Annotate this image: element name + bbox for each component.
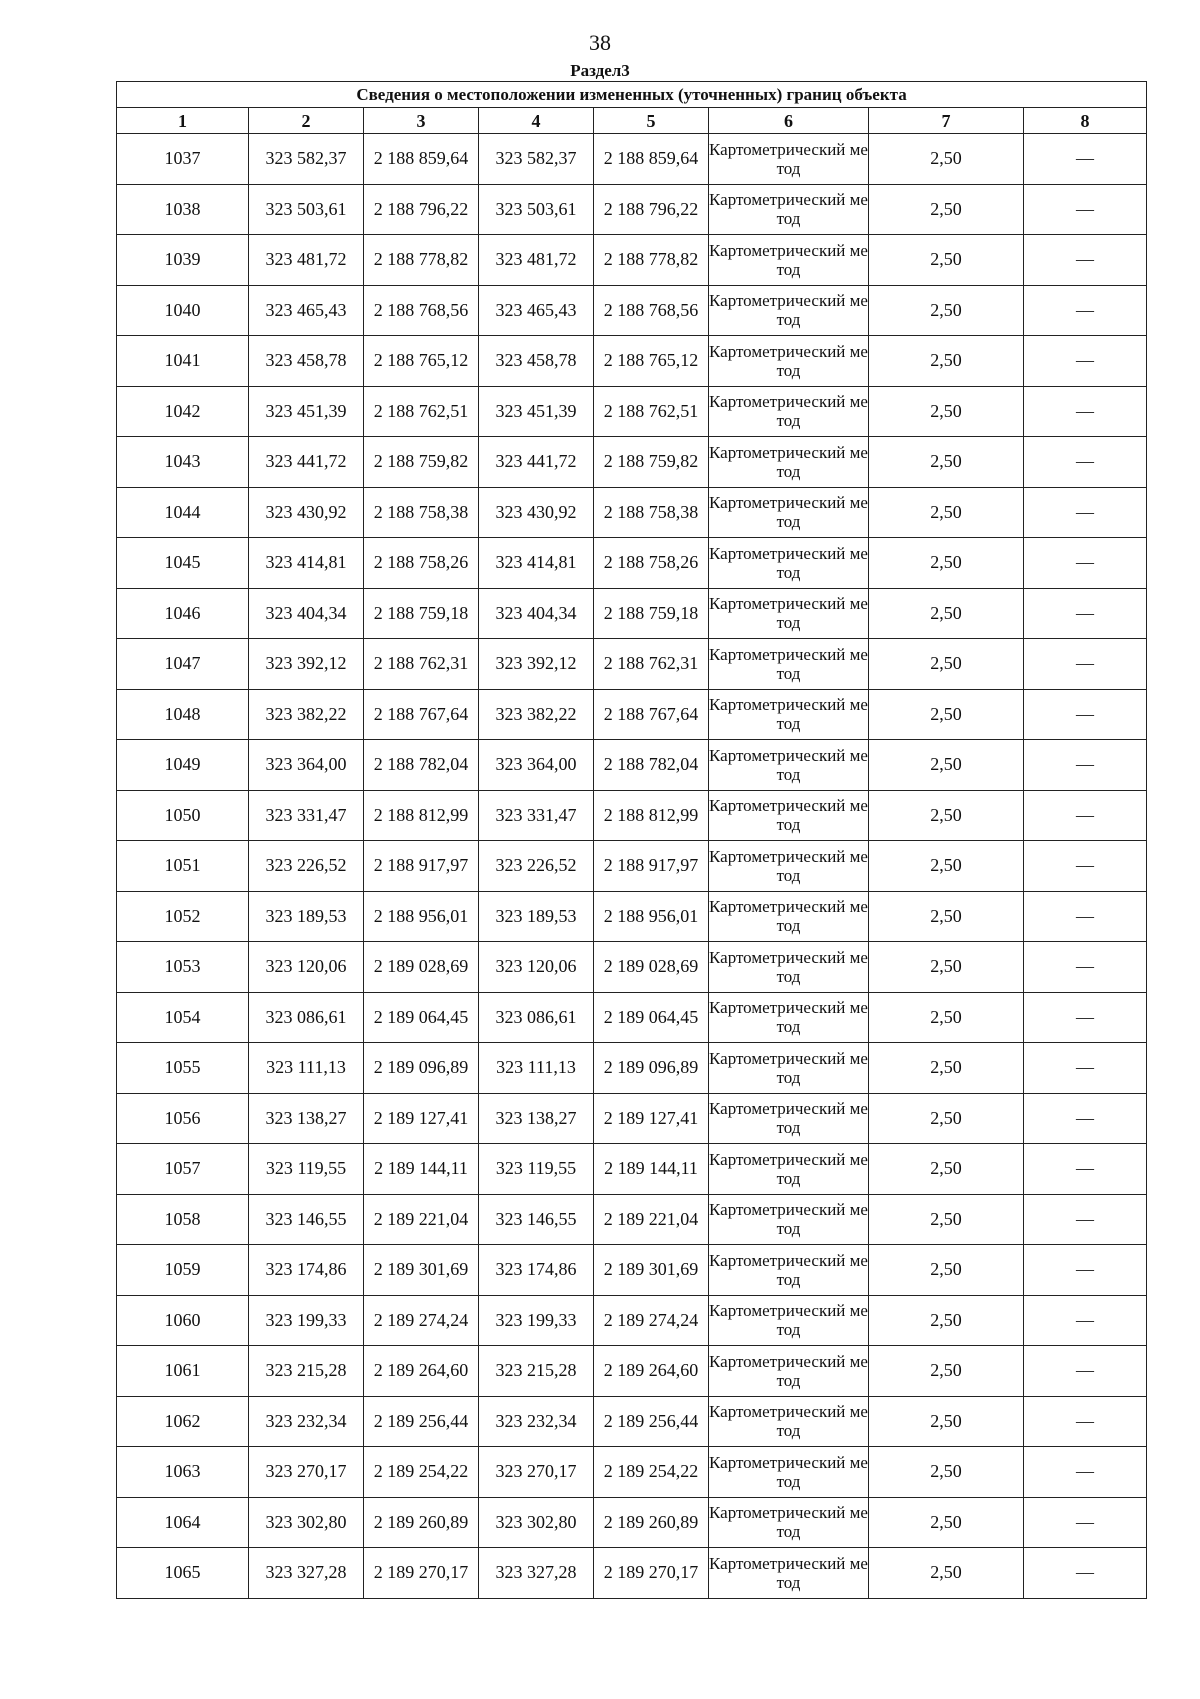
page-number: 38 [589, 30, 611, 55]
y-coordinate-existing-cell: 2 188 812,99 [364, 790, 479, 841]
y-coordinate-existing-cell: 2 189 028,69 [364, 942, 479, 993]
x-coordinate-new-cell: 323 146,55 [479, 1194, 594, 1245]
y-coordinate-existing-cell: 2 189 096,89 [364, 1043, 479, 1094]
accuracy-cell: 2,50 [869, 134, 1024, 185]
table-row [117, 285, 1147, 336]
x-coordinate-existing-cell: 323 174,86 [249, 1245, 364, 1296]
y-coordinate-existing-cell: 2 189 127,41 [364, 1093, 479, 1144]
point-number-cell: 1060 [117, 1295, 249, 1346]
y-coordinate-new-cell: 2 189 127,41 [594, 1093, 709, 1144]
x-coordinate-new-cell: 323 430,92 [479, 487, 594, 538]
x-coordinate-new-cell: 323 451,39 [479, 386, 594, 437]
note-cell: — [1024, 134, 1147, 185]
point-number-cell: 1064 [117, 1497, 249, 1548]
x-coordinate-existing-cell: 323 189,53 [249, 891, 364, 942]
x-coordinate-existing-cell: 323 215,28 [249, 1346, 364, 1397]
y-coordinate-existing-cell: 2 188 759,18 [364, 588, 479, 639]
column-number-row [117, 108, 1147, 134]
method-cell: Картометрический метод [709, 336, 869, 387]
method-cell: Картометрический метод [709, 1295, 869, 1346]
accuracy-cell: 2,50 [869, 437, 1024, 488]
x-coordinate-existing-cell: 323 481,72 [249, 235, 364, 286]
x-coordinate-new-cell: 323 302,80 [479, 1497, 594, 1548]
y-coordinate-new-cell: 2 188 759,18 [594, 588, 709, 639]
method-cell: Картометрический метод [709, 639, 869, 690]
y-coordinate-existing-cell: 2 189 264,60 [364, 1346, 479, 1397]
x-coordinate-new-cell: 323 120,06 [479, 942, 594, 993]
method-cell: Картометрический метод [709, 689, 869, 740]
method-cell: Картометрический метод [709, 487, 869, 538]
y-coordinate-new-cell: 2 188 759,82 [594, 437, 709, 488]
y-coordinate-existing-cell: 2 188 859,64 [364, 134, 479, 185]
y-coordinate-existing-cell: 2 188 758,26 [364, 538, 479, 589]
point-number-cell: 1037 [117, 134, 249, 185]
note-cell: — [1024, 1043, 1147, 1094]
point-number-cell: 1063 [117, 1447, 249, 1498]
x-coordinate-existing-cell: 323 430,92 [249, 487, 364, 538]
accuracy-cell: 2,50 [869, 588, 1024, 639]
y-coordinate-existing-cell: 2 188 759,82 [364, 437, 479, 488]
note-cell: — [1024, 437, 1147, 488]
x-coordinate-new-cell: 323 138,27 [479, 1093, 594, 1144]
x-coordinate-new-cell: 323 503,61 [479, 184, 594, 235]
point-number-cell: 1051 [117, 841, 249, 892]
y-coordinate-new-cell: 2 188 956,01 [594, 891, 709, 942]
x-coordinate-existing-cell: 323 382,22 [249, 689, 364, 740]
note-cell: — [1024, 942, 1147, 993]
coordinates-table [116, 81, 1147, 1599]
x-coordinate-new-cell: 323 215,28 [479, 1346, 594, 1397]
y-coordinate-existing-cell: 2 188 762,51 [364, 386, 479, 437]
accuracy-cell: 2,50 [869, 1548, 1024, 1599]
x-coordinate-existing-cell: 323 331,47 [249, 790, 364, 841]
column-number: 5 [594, 108, 709, 134]
x-coordinate-existing-cell: 323 458,78 [249, 336, 364, 387]
y-coordinate-existing-cell: 2 188 796,22 [364, 184, 479, 235]
y-coordinate-existing-cell: 2 189 221,04 [364, 1194, 479, 1245]
note-cell: — [1024, 1295, 1147, 1346]
accuracy-cell: 2,50 [869, 992, 1024, 1043]
y-coordinate-new-cell: 2 188 758,38 [594, 487, 709, 538]
x-coordinate-existing-cell: 323 327,28 [249, 1548, 364, 1599]
table-row [117, 1548, 1147, 1599]
column-number: 1 [117, 108, 249, 134]
table-row [117, 992, 1147, 1043]
accuracy-cell: 2,50 [869, 740, 1024, 791]
method-cell: Картометрический метод [709, 1497, 869, 1548]
method-cell: Картометрический метод [709, 538, 869, 589]
y-coordinate-existing-cell: 2 188 758,38 [364, 487, 479, 538]
note-cell: — [1024, 1396, 1147, 1447]
x-coordinate-existing-cell: 323 582,37 [249, 134, 364, 185]
accuracy-cell: 2,50 [869, 1144, 1024, 1195]
accuracy-cell: 2,50 [869, 1093, 1024, 1144]
accuracy-cell: 2,50 [869, 1043, 1024, 1094]
y-coordinate-new-cell: 2 189 301,69 [594, 1245, 709, 1296]
accuracy-cell: 2,50 [869, 1295, 1024, 1346]
table-title-row [117, 82, 1147, 108]
y-coordinate-existing-cell: 2 189 274,24 [364, 1295, 479, 1346]
x-coordinate-existing-cell: 323 404,34 [249, 588, 364, 639]
x-coordinate-new-cell: 323 111,13 [479, 1043, 594, 1094]
y-coordinate-new-cell: 2 188 859,64 [594, 134, 709, 185]
accuracy-cell: 2,50 [869, 184, 1024, 235]
method-cell: Картометрический метод [709, 790, 869, 841]
table-row [117, 1093, 1147, 1144]
note-cell: — [1024, 992, 1147, 1043]
x-coordinate-new-cell: 323 458,78 [479, 336, 594, 387]
accuracy-cell: 2,50 [869, 790, 1024, 841]
method-cell: Картометрический метод [709, 1245, 869, 1296]
y-coordinate-new-cell: 2 189 144,11 [594, 1144, 709, 1195]
y-coordinate-existing-cell: 2 189 256,44 [364, 1396, 479, 1447]
point-number-cell: 1043 [117, 437, 249, 488]
point-number-cell: 1065 [117, 1548, 249, 1599]
x-coordinate-new-cell: 323 582,37 [479, 134, 594, 185]
method-cell: Картометрический метод [709, 184, 869, 235]
accuracy-cell: 2,50 [869, 689, 1024, 740]
y-coordinate-existing-cell: 2 188 782,04 [364, 740, 479, 791]
method-cell: Картометрический метод [709, 588, 869, 639]
point-number-cell: 1047 [117, 639, 249, 690]
table-row [117, 1396, 1147, 1447]
point-number-cell: 1062 [117, 1396, 249, 1447]
accuracy-cell: 2,50 [869, 386, 1024, 437]
method-cell: Картометрический метод [709, 1447, 869, 1498]
table-body [117, 82, 1147, 1599]
y-coordinate-new-cell: 2 189 264,60 [594, 1346, 709, 1397]
y-coordinate-new-cell: 2 188 758,26 [594, 538, 709, 589]
column-number: 4 [479, 108, 594, 134]
method-cell: Картометрический метод [709, 285, 869, 336]
accuracy-cell: 2,50 [869, 538, 1024, 589]
column-number: 8 [1024, 108, 1147, 134]
table-row [117, 1245, 1147, 1296]
y-coordinate-new-cell: 2 189 096,89 [594, 1043, 709, 1094]
y-coordinate-existing-cell: 2 189 064,45 [364, 992, 479, 1043]
y-coordinate-new-cell: 2 189 270,17 [594, 1548, 709, 1599]
table-row [117, 235, 1147, 286]
note-cell: — [1024, 841, 1147, 892]
column-number: 3 [364, 108, 479, 134]
y-coordinate-new-cell: 2 189 254,22 [594, 1447, 709, 1498]
y-coordinate-new-cell: 2 189 256,44 [594, 1396, 709, 1447]
table-row [117, 336, 1147, 387]
method-cell: Картометрический метод [709, 1396, 869, 1447]
point-number-cell: 1044 [117, 487, 249, 538]
accuracy-cell: 2,50 [869, 1245, 1024, 1296]
x-coordinate-existing-cell: 323 451,39 [249, 386, 364, 437]
table-row [117, 1295, 1147, 1346]
x-coordinate-existing-cell: 323 086,61 [249, 992, 364, 1043]
note-cell: — [1024, 538, 1147, 589]
method-cell: Картометрический метод [709, 235, 869, 286]
x-coordinate-existing-cell: 323 138,27 [249, 1093, 364, 1144]
table-row [117, 437, 1147, 488]
point-number-cell: 1057 [117, 1144, 249, 1195]
note-cell: — [1024, 1144, 1147, 1195]
y-coordinate-existing-cell: 2 189 301,69 [364, 1245, 479, 1296]
x-coordinate-new-cell: 323 441,72 [479, 437, 594, 488]
point-number-cell: 1039 [117, 235, 249, 286]
x-coordinate-new-cell: 323 481,72 [479, 235, 594, 286]
note-cell: — [1024, 891, 1147, 942]
column-number: 7 [869, 108, 1024, 134]
method-cell: Картометрический метод [709, 942, 869, 993]
table-row [117, 1144, 1147, 1195]
note-cell: — [1024, 1497, 1147, 1548]
note-cell: — [1024, 1245, 1147, 1296]
note-cell: — [1024, 740, 1147, 791]
point-number-cell: 1046 [117, 588, 249, 639]
method-cell: Картометрический метод [709, 134, 869, 185]
x-coordinate-existing-cell: 323 503,61 [249, 184, 364, 235]
table-row [117, 538, 1147, 589]
y-coordinate-existing-cell: 2 188 778,82 [364, 235, 479, 286]
table-row [117, 184, 1147, 235]
y-coordinate-new-cell: 2 188 762,51 [594, 386, 709, 437]
point-number-cell: 1038 [117, 184, 249, 235]
method-cell: Картометрический метод [709, 992, 869, 1043]
y-coordinate-new-cell: 2 188 762,31 [594, 639, 709, 690]
x-coordinate-existing-cell: 323 111,13 [249, 1043, 364, 1094]
x-coordinate-existing-cell: 323 441,72 [249, 437, 364, 488]
method-cell: Картометрический метод [709, 891, 869, 942]
point-number-cell: 1055 [117, 1043, 249, 1094]
y-coordinate-new-cell: 2 188 778,82 [594, 235, 709, 286]
x-coordinate-existing-cell: 323 302,80 [249, 1497, 364, 1548]
note-cell: — [1024, 487, 1147, 538]
column-number: 6 [709, 108, 869, 134]
x-coordinate-new-cell: 323 382,22 [479, 689, 594, 740]
note-cell: — [1024, 1346, 1147, 1397]
method-cell: Картометрический метод [709, 437, 869, 488]
y-coordinate-new-cell: 2 189 028,69 [594, 942, 709, 993]
x-coordinate-new-cell: 323 364,00 [479, 740, 594, 791]
table-row [117, 942, 1147, 993]
x-coordinate-existing-cell: 323 414,81 [249, 538, 364, 589]
accuracy-cell: 2,50 [869, 942, 1024, 993]
point-number-cell: 1042 [117, 386, 249, 437]
note-cell: — [1024, 1093, 1147, 1144]
point-number-cell: 1053 [117, 942, 249, 993]
note-cell: — [1024, 790, 1147, 841]
accuracy-cell: 2,50 [869, 1497, 1024, 1548]
x-coordinate-new-cell: 323 414,81 [479, 538, 594, 589]
x-coordinate-existing-cell: 323 120,06 [249, 942, 364, 993]
column-number: 2 [249, 108, 364, 134]
x-coordinate-new-cell: 323 232,34 [479, 1396, 594, 1447]
method-cell: Картометрический метод [709, 1093, 869, 1144]
y-coordinate-existing-cell: 2 189 260,89 [364, 1497, 479, 1548]
point-number-cell: 1054 [117, 992, 249, 1043]
point-number-cell: 1040 [117, 285, 249, 336]
accuracy-cell: 2,50 [869, 487, 1024, 538]
point-number-cell: 1045 [117, 538, 249, 589]
x-coordinate-existing-cell: 323 199,33 [249, 1295, 364, 1346]
x-coordinate-new-cell: 323 086,61 [479, 992, 594, 1043]
x-coordinate-new-cell: 323 331,47 [479, 790, 594, 841]
method-cell: Картометрический метод [709, 1194, 869, 1245]
x-coordinate-new-cell: 323 270,17 [479, 1447, 594, 1498]
table-row [117, 841, 1147, 892]
x-coordinate-existing-cell: 323 364,00 [249, 740, 364, 791]
point-number-cell: 1058 [117, 1194, 249, 1245]
y-coordinate-new-cell: 2 188 768,56 [594, 285, 709, 336]
y-coordinate-new-cell: 2 188 812,99 [594, 790, 709, 841]
y-coordinate-existing-cell: 2 189 144,11 [364, 1144, 479, 1195]
y-coordinate-existing-cell: 2 189 254,22 [364, 1447, 479, 1498]
x-coordinate-new-cell: 323 392,12 [479, 639, 594, 690]
table-row [117, 134, 1147, 185]
note-cell: — [1024, 184, 1147, 235]
accuracy-cell: 2,50 [869, 841, 1024, 892]
table-row [117, 1194, 1147, 1245]
x-coordinate-existing-cell: 323 232,34 [249, 1396, 364, 1447]
x-coordinate-new-cell: 323 189,53 [479, 891, 594, 942]
accuracy-cell: 2,50 [869, 639, 1024, 690]
y-coordinate-new-cell: 2 189 274,24 [594, 1295, 709, 1346]
point-number-cell: 1052 [117, 891, 249, 942]
note-cell: — [1024, 285, 1147, 336]
table-row [117, 487, 1147, 538]
y-coordinate-new-cell: 2 188 765,12 [594, 336, 709, 387]
note-cell: — [1024, 1194, 1147, 1245]
x-coordinate-existing-cell: 323 465,43 [249, 285, 364, 336]
x-coordinate-new-cell: 323 465,43 [479, 285, 594, 336]
table-row [117, 386, 1147, 437]
method-cell: Картометрический метод [709, 1043, 869, 1094]
method-cell: Картометрический метод [709, 740, 869, 791]
table-row [117, 689, 1147, 740]
note-cell: — [1024, 336, 1147, 387]
accuracy-cell: 2,50 [869, 1346, 1024, 1397]
table-row [117, 1447, 1147, 1498]
note-cell: — [1024, 639, 1147, 690]
y-coordinate-new-cell: 2 188 767,64 [594, 689, 709, 740]
y-coordinate-existing-cell: 2 189 270,17 [364, 1548, 479, 1599]
y-coordinate-new-cell: 2 189 221,04 [594, 1194, 709, 1245]
x-coordinate-new-cell: 323 404,34 [479, 588, 594, 639]
y-coordinate-new-cell: 2 189 064,45 [594, 992, 709, 1043]
table-row [117, 1497, 1147, 1548]
x-coordinate-new-cell: 323 119,55 [479, 1144, 594, 1195]
point-number-cell: 1056 [117, 1093, 249, 1144]
point-number-cell: 1050 [117, 790, 249, 841]
note-cell: — [1024, 386, 1147, 437]
point-number-cell: 1048 [117, 689, 249, 740]
x-coordinate-new-cell: 323 199,33 [479, 1295, 594, 1346]
point-number-cell: 1059 [117, 1245, 249, 1296]
x-coordinate-existing-cell: 323 119,55 [249, 1144, 364, 1195]
y-coordinate-new-cell: 2 188 796,22 [594, 184, 709, 235]
table-row [117, 588, 1147, 639]
y-coordinate-existing-cell: 2 188 762,31 [364, 639, 479, 690]
accuracy-cell: 2,50 [869, 1194, 1024, 1245]
table-row [117, 639, 1147, 690]
point-number-cell: 1041 [117, 336, 249, 387]
y-coordinate-new-cell: 2 188 917,97 [594, 841, 709, 892]
x-coordinate-new-cell: 323 226,52 [479, 841, 594, 892]
table-row [117, 740, 1147, 791]
method-cell: Картометрический метод [709, 1548, 869, 1599]
y-coordinate-new-cell: 2 189 260,89 [594, 1497, 709, 1548]
method-cell: Картометрический метод [709, 1144, 869, 1195]
note-cell: — [1024, 1548, 1147, 1599]
point-number-cell: 1049 [117, 740, 249, 791]
table-row [117, 891, 1147, 942]
y-coordinate-new-cell: 2 188 782,04 [594, 740, 709, 791]
accuracy-cell: 2,50 [869, 336, 1024, 387]
method-cell: Картометрический метод [709, 1346, 869, 1397]
x-coordinate-new-cell: 323 174,86 [479, 1245, 594, 1296]
y-coordinate-existing-cell: 2 188 956,01 [364, 891, 479, 942]
y-coordinate-existing-cell: 2 188 765,12 [364, 336, 479, 387]
table-row [117, 1043, 1147, 1094]
table-row [117, 1346, 1147, 1397]
section-label: Раздел3 [570, 61, 630, 80]
x-coordinate-existing-cell: 323 392,12 [249, 639, 364, 690]
accuracy-cell: 2,50 [869, 285, 1024, 336]
x-coordinate-existing-cell: 323 270,17 [249, 1447, 364, 1498]
method-cell: Картометрический метод [709, 386, 869, 437]
method-cell: Картометрический метод [709, 841, 869, 892]
y-coordinate-existing-cell: 2 188 767,64 [364, 689, 479, 740]
point-number-cell: 1061 [117, 1346, 249, 1397]
y-coordinate-existing-cell: 2 188 768,56 [364, 285, 479, 336]
x-coordinate-existing-cell: 323 146,55 [249, 1194, 364, 1245]
accuracy-cell: 2,50 [869, 891, 1024, 942]
table-row [117, 790, 1147, 841]
x-coordinate-new-cell: 323 327,28 [479, 1548, 594, 1599]
accuracy-cell: 2,50 [869, 235, 1024, 286]
note-cell: — [1024, 235, 1147, 286]
x-coordinate-existing-cell: 323 226,52 [249, 841, 364, 892]
y-coordinate-existing-cell: 2 188 917,97 [364, 841, 479, 892]
accuracy-cell: 2,50 [869, 1447, 1024, 1498]
note-cell: — [1024, 588, 1147, 639]
table-title: Сведения о местоположении измененных (уточненных) границ объекта [117, 82, 1147, 108]
accuracy-cell: 2,50 [869, 1396, 1024, 1447]
note-cell: — [1024, 689, 1147, 740]
note-cell: — [1024, 1447, 1147, 1498]
